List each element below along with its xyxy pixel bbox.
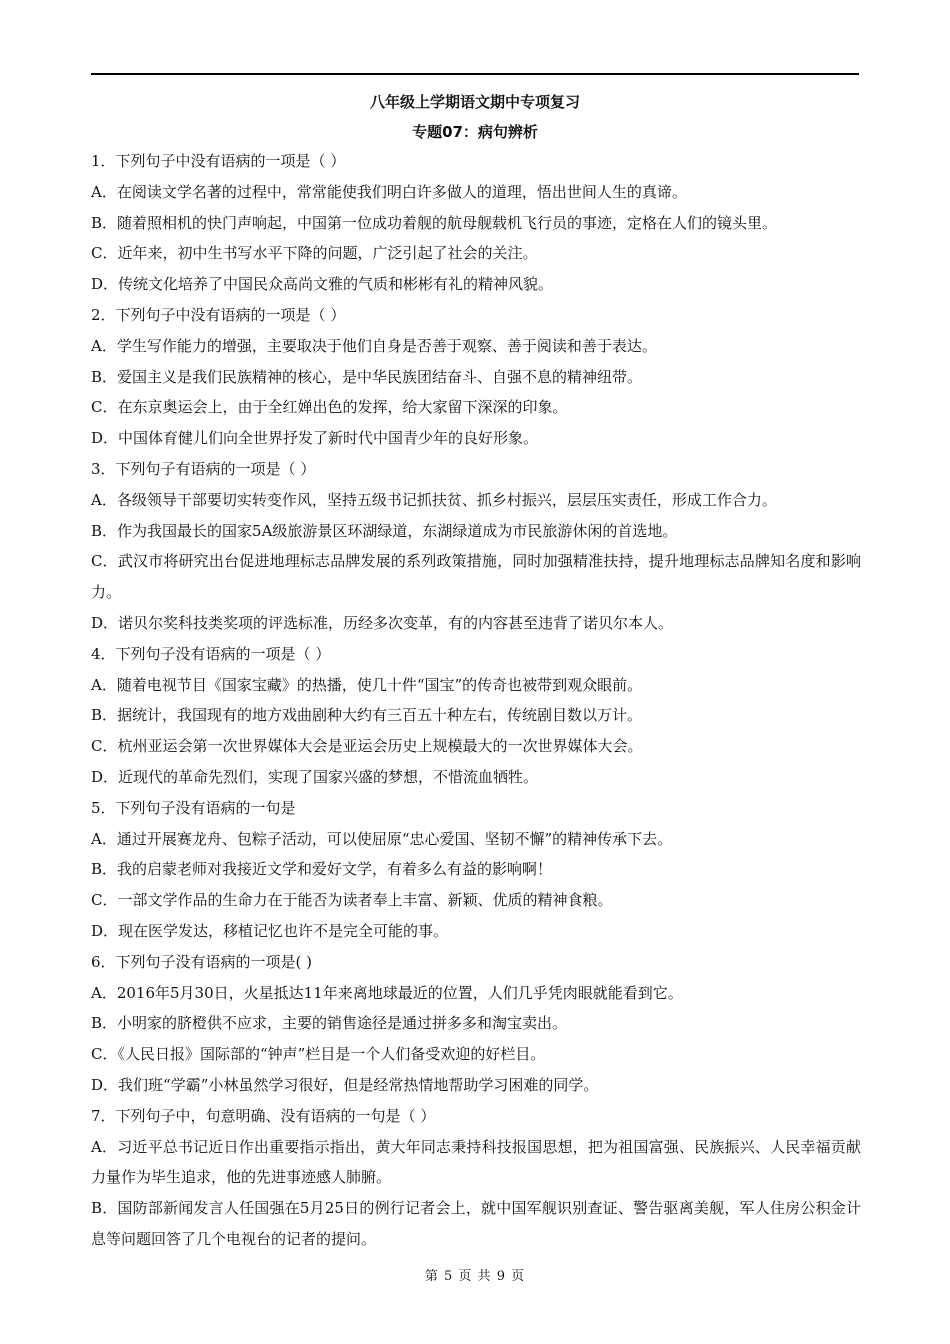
option-d: D．我们班“学霸”小林虽然学习很好，但是经常热情地帮助学习困难的同学。 <box>91 1075 599 1094</box>
question-6 <box>91 947 861 1101</box>
option-b: B．随着照相机的快门声响起，中国第一位成功着舰的航母舰载机飞行员的事迹，定格在人们的镜头里。 <box>91 213 778 232</box>
option-a: A．在阅读文学名著的过程中，常常能使我们明白许多做人的道理，悟出世间人生的真谛。 <box>91 182 687 201</box>
question-5 <box>91 793 861 947</box>
question-7 <box>91 1101 861 1255</box>
option-a: A．2016年5月30日，火星抵达11年来离地球最近的位置，人们几乎凭肉眼就能看到它。 <box>91 983 683 1002</box>
option-c: C．一部文学作品的生命力在于能否为读者奉上丰富、新颖、优质的精神食粮。 <box>91 891 613 910</box>
page-footer: 第 5 页 共 9 页 <box>424 1269 526 1284</box>
question-stem: 2．下列句子中没有语病的一项是（ ） <box>91 305 346 324</box>
question-stem: 1．下列句子中没有语病的一项是（ ） <box>91 152 346 170</box>
option-c: C．近年来，初中生书写水平下降的问题，广泛引起了社会的关注。 <box>91 244 538 263</box>
question-stem: 6．下列句子没有语病的一项是( ) <box>91 952 313 971</box>
document-title: 八年级上学期语文期中专项复习 <box>369 93 580 111</box>
option-b: B．我的启蒙老师对我接近文学和爱好文学，有着多么有益的影响啊！ <box>91 860 553 879</box>
question-list <box>91 146 861 1255</box>
option-b: B．爱国主义是我们民族精神的核心，是中华民族团结奋斗、自强不息的精神纽带。 <box>91 367 643 386</box>
option-c: C．武汉市将研究出台促进地理标志品牌发展的系列政策措施，同时加强精准扶持，提升地理标志品牌知名度和影响力。 <box>91 552 861 602</box>
option-d: D．传统文化培养了中国民众高尚文雅的气质和彬彬有礼的精神风貌。 <box>91 275 554 294</box>
question-4 <box>91 639 861 793</box>
question-stem: 5．下列句子没有语病的一句是 <box>91 798 296 817</box>
option-b: B．据统计，我国现有的地方戏曲剧种大约有三百五十种左右，传统剧目数以万计。 <box>91 706 643 725</box>
option-d: D．近现代的革命先烈们，实现了国家兴盛的梦想，不惜流血牺牲。 <box>91 767 539 786</box>
question-stem: 4．下列句子没有语病的一项是（ ） <box>91 644 331 663</box>
option-b: B．小明家的脐橙供不应求，主要的销售途径是通过拼多多和淘宝卖出。 <box>91 1014 568 1033</box>
document-subtitle: 专题07：病句辨析 <box>412 123 538 141</box>
question-3 <box>91 454 861 639</box>
option-b: B．国防部新闻发言人任国强在5月25日的例行记者会上，就中国军舰识别查证、警告驱离美舰，军人住房公积金计息等问题回答了几个电视台的记者的提问。 <box>91 1199 861 1248</box>
option-a: A．习近平总书记近日作出重要指示指出，黄大年同志秉持科技报国思想，把为祖国富强、民族振兴、人民幸福贡献力量作为毕生追求，他的先进事迹感人肺腑。 <box>91 1137 861 1187</box>
option-c: C．杭州亚运会第一次世界媒体大会是亚运会历史上规模最大的一次世界媒体大会。 <box>91 737 643 756</box>
option-d: D．诺贝尔奖科技类奖项的评选标准，历经多次变革，有的内容甚至违背了诺贝尔本人。 <box>91 613 674 632</box>
option-b: B．作为我国最长的国家5A级旅游景区环湖绿道，东湖绿道成为市民旅游休闲的首选地。 <box>91 521 678 540</box>
question-stem: 7．下列句子中，句意明确、没有语病的一句是（ ） <box>91 1106 436 1125</box>
option-c: C．《人民日报》国际部的“钟声”栏目是一个人们备受欢迎的好栏目。 <box>91 1045 546 1064</box>
option-a: A．通过开展赛龙舟、包粽子活动，可以使屈原“忠心爱国、坚韧不懈”的精神传承下去。 <box>91 829 673 848</box>
question-2 <box>91 300 861 454</box>
option-d: D．中国体育健儿们向全世界抒发了新时代中国青少年的良好形象。 <box>91 429 539 448</box>
option-a: A．随着电视节目《国家宝藏》的热播，使几十件“国宝”的传奇也被带到观众眼前。 <box>91 675 643 694</box>
option-a: A．各级领导干部要切实转变作风，坚持五级书记抓扶贫、抓乡村振兴，层层压实责任，形成工作合力。 <box>91 490 777 509</box>
header-rule <box>91 73 859 75</box>
option-d: D．现在医学发达，移植记忆也许不是完全可能的事。 <box>91 921 449 940</box>
option-a: A．学生写作能力的增强，主要取决于他们自身是否善于观察、善于阅读和善于表达。 <box>91 336 657 355</box>
question-stem: 3．下列句子有语病的一项是（ ） <box>91 459 316 478</box>
option-c: C．在东京奥运会上，由于全红婵出色的发挥，给大家留下深深的印象。 <box>91 398 568 417</box>
question-1 <box>91 146 861 300</box>
